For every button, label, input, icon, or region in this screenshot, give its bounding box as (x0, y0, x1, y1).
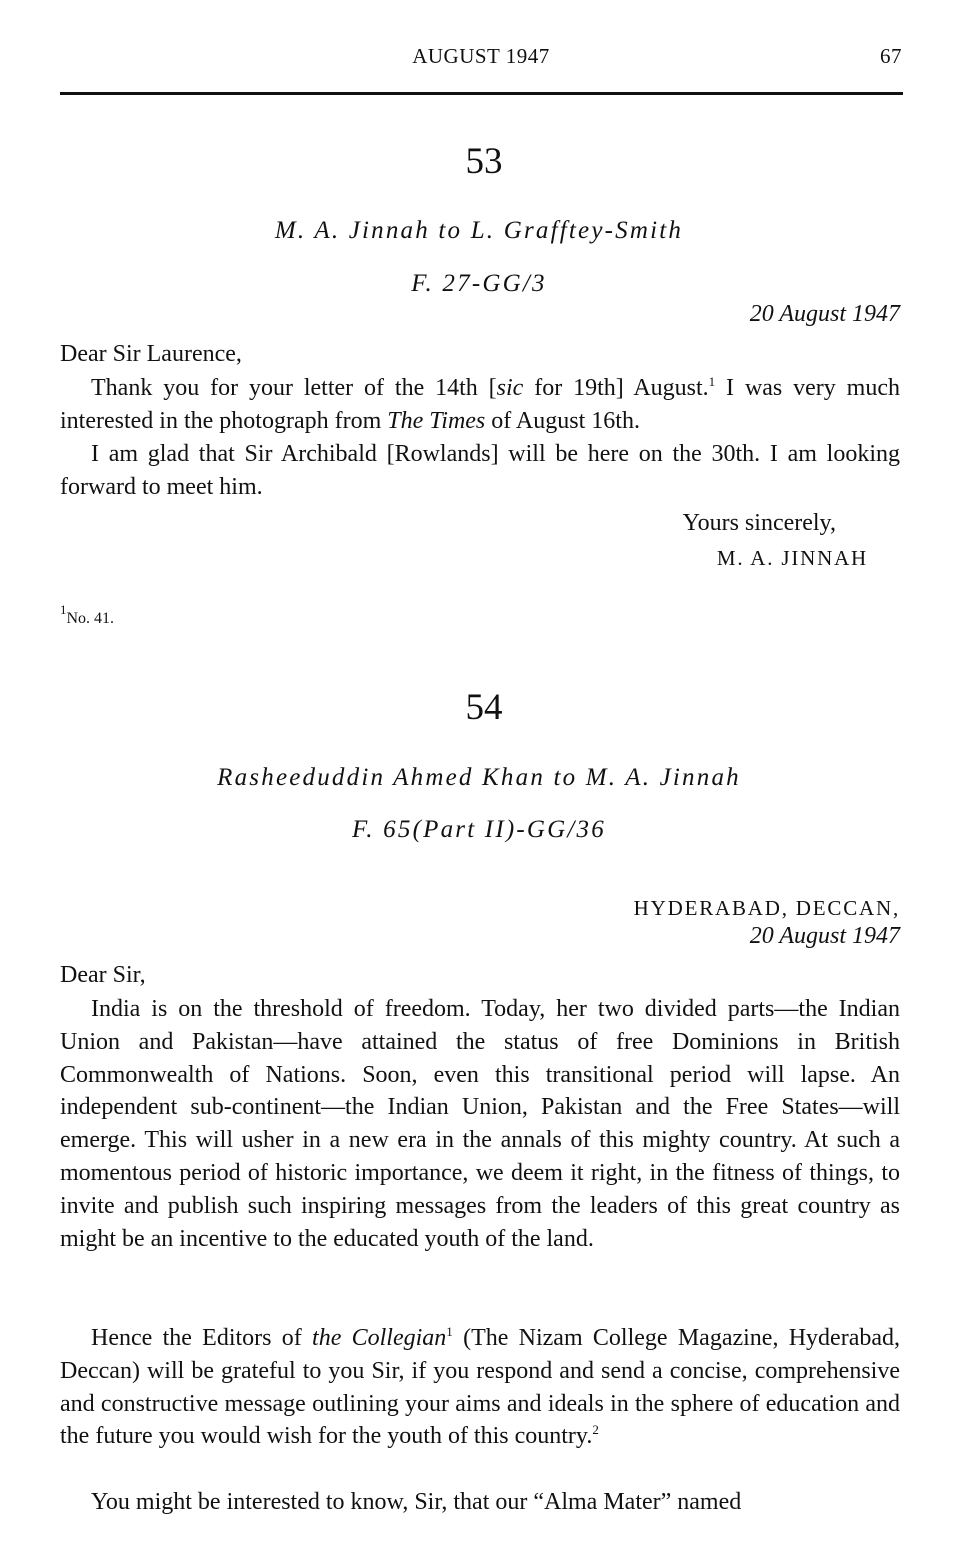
footnote-marker: 1 (60, 602, 67, 617)
document-place-54: HYDERABAD, DECCAN, (633, 896, 900, 920)
text-run: Hence the Editors of (91, 1325, 313, 1351)
footnote-marker: 1 (708, 374, 716, 389)
text-run: Thank you for your letter of the 14th [ (91, 375, 497, 401)
header-rule (60, 92, 903, 95)
signature-53: M. A. JINNAH (716, 546, 868, 570)
running-title: AUGUST 1947 (412, 44, 550, 68)
footnote-text: No. 41. (66, 610, 115, 627)
body-paragraph-54-2 (60, 1322, 900, 1453)
publication-title: the Collegian (312, 1325, 447, 1351)
document-reference-53: F. 27-GG/3 (411, 270, 547, 297)
body-paragraph-54-1: India is on the threshold of freedom. Today, her two divided parts—the Indian Union and Pakistan—have attained the status of free Dominions in British Commonwealth of Nations. Soon, even this transitional period will lapse. An independent sub-continent—the Indian Union, Pakistan and the Free States—will emerge. This will usher in a new era in the annals of this mighty country. At such a momentous period of historic importance, we deem it right, in the fitness of things, to invite and publish such inspiring messages from the leaders of this great country as might be an incentive to the educated youth of the land. (60, 996, 900, 1252)
page-header (60, 44, 902, 74)
text-run: (The Nizam College Magazine, Hyderabad, Deccan) will be grateful to you Sir, if you respond and send a concise, comprehensive and constructive message outlining your aims and ideals in the sphere of education and the future you would wish for the youth of this country. (60, 1325, 900, 1450)
document-title-53: M. A. Jinnah to L. Grafftey-Smith (274, 217, 684, 244)
footnote-marker: 1 (446, 1324, 453, 1339)
text-run: I was very much interested in the photograph from (60, 375, 901, 434)
publication-title: The Times (387, 407, 486, 434)
footnote-marker: 2 (592, 1422, 599, 1438)
document-date-54: 20 August 1947 (749, 923, 900, 949)
document-number-54: 54 (465, 687, 503, 728)
body-paragraph-53-1 (60, 372, 900, 438)
text-run: of August 16th. (485, 407, 640, 434)
body-paragraph-54-3: You might be interested to know, Sir, that our “Alma Mater” named (91, 1489, 742, 1515)
document-date-53: 20 August 1947 (749, 301, 900, 327)
document-number-53: 53 (465, 141, 503, 182)
document-title-54: Rasheeduddin Ahmed Khan to M. A. Jinnah (217, 764, 741, 791)
document-reference-54: F. 65(Part II)-GG/36 (352, 816, 606, 843)
sic-note: sic (496, 375, 524, 401)
salutation-53: Dear Sir Laurence, (60, 341, 242, 367)
text-run: for 19th] August. (523, 375, 709, 401)
body-paragraph-53-2: I am glad that Sir Archibald [Rowlands] will be here on the 30th. I am looking forward to meet him. (60, 441, 900, 500)
closing-53: Yours sincerely, (682, 510, 836, 536)
page-number: 67 (880, 44, 902, 68)
footnote-53 (60, 602, 115, 628)
salutation-54: Dear Sir, (60, 962, 146, 988)
